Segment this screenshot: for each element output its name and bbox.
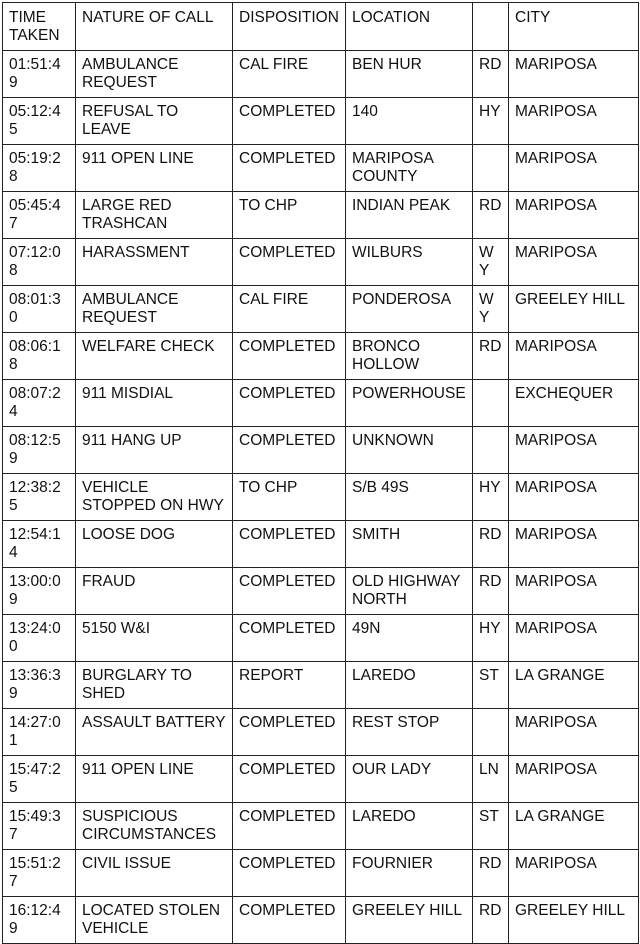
location-cell: REST STOP [346, 709, 473, 756]
disposition-cell: COMPLETED [233, 333, 346, 380]
time-taken-cell: 05:19:28 [3, 145, 76, 192]
nature-of-call-cell: AMBULANCE REQUEST [76, 286, 233, 333]
time-taken-cell: 01:51:49 [3, 51, 76, 98]
disposition-cell: COMPLETED [233, 615, 346, 662]
street-suffix-cell: HY [473, 474, 509, 521]
nature-of-call-cell: REFUSAL TO LEAVE [76, 98, 233, 145]
street-suffix-cell [473, 145, 509, 192]
nature-of-call-cell: 5150 W&I [76, 615, 233, 662]
location-cell: INDIAN PEAK [346, 192, 473, 239]
time-taken-cell: 15:51:27 [3, 850, 76, 897]
nature-of-call-cell: LOCATED STOLEN VEHICLE [76, 897, 233, 944]
city-cell: GREELEY HILL [509, 897, 639, 944]
street-suffix-cell: RD [473, 51, 509, 98]
nature-of-call-cell: LARGE RED TRASHCAN [76, 192, 233, 239]
time-taken-cell: 05:45:47 [3, 192, 76, 239]
disposition-cell: COMPLETED [233, 897, 346, 944]
disposition-cell: COMPLETED [233, 709, 346, 756]
location-cell: PONDEROSA [346, 286, 473, 333]
header-city: CITY [509, 3, 639, 51]
city-cell: GREELEY HILL [509, 286, 639, 333]
time-taken-cell: 08:06:18 [3, 333, 76, 380]
time-taken-cell: 13:00:09 [3, 568, 76, 615]
location-cell: WILBURS [346, 239, 473, 286]
street-suffix-cell: RD [473, 850, 509, 897]
street-suffix-cell: ST [473, 662, 509, 709]
nature-of-call-cell: 911 HANG UP [76, 427, 233, 474]
location-cell: LAREDO [346, 803, 473, 850]
table-row [3, 521, 639, 568]
nature-of-call-cell: 911 OPEN LINE [76, 756, 233, 803]
table-row [3, 615, 639, 662]
time-taken-cell: 08:12:59 [3, 427, 76, 474]
nature-of-call-cell: CIVIL ISSUE [76, 850, 233, 897]
city-cell: MARIPOSA [509, 521, 639, 568]
header-location: LOCATION [346, 3, 473, 51]
disposition-cell: COMPLETED [233, 521, 346, 568]
table-row [3, 427, 639, 474]
header-time-taken: TIME TAKEN [3, 3, 76, 51]
nature-of-call-cell: WELFARE CHECK [76, 333, 233, 380]
disposition-cell: CAL FIRE [233, 51, 346, 98]
disposition-cell: CAL FIRE [233, 286, 346, 333]
city-cell: MARIPOSA [509, 145, 639, 192]
location-cell: POWERHOUSE [346, 380, 473, 427]
header-street-suffix [473, 3, 509, 51]
disposition-cell: COMPLETED [233, 427, 346, 474]
street-suffix-cell: RD [473, 897, 509, 944]
location-cell: OUR LADY [346, 756, 473, 803]
location-cell: SMITH [346, 521, 473, 568]
table-row [3, 380, 639, 427]
nature-of-call-cell: AMBULANCE REQUEST [76, 51, 233, 98]
table-row [3, 803, 639, 850]
time-taken-cell: 08:07:24 [3, 380, 76, 427]
street-suffix-cell [473, 427, 509, 474]
city-cell: MARIPOSA [509, 709, 639, 756]
table-row [3, 850, 639, 897]
table-row [3, 568, 639, 615]
location-cell: LAREDO [346, 662, 473, 709]
disposition-cell: COMPLETED [233, 756, 346, 803]
table-row [3, 286, 639, 333]
call-log-table [2, 2, 639, 944]
location-cell: BEN HUR [346, 51, 473, 98]
call-log-body [3, 51, 639, 944]
header-row [3, 3, 639, 51]
table-row [3, 333, 639, 380]
nature-of-call-cell: ASSAULT BATTERY [76, 709, 233, 756]
city-cell: MARIPOSA [509, 615, 639, 662]
city-cell: MARIPOSA [509, 98, 639, 145]
location-cell: OLD HIGHWAY NORTH [346, 568, 473, 615]
street-suffix-cell: RD [473, 521, 509, 568]
location-cell: MARIPOSA COUNTY [346, 145, 473, 192]
street-suffix-cell: RD [473, 192, 509, 239]
table-row [3, 756, 639, 803]
time-taken-cell: 12:38:25 [3, 474, 76, 521]
header-disposition: DISPOSITION [233, 3, 346, 51]
table-row [3, 192, 639, 239]
street-suffix-cell: WY [473, 239, 509, 286]
city-cell: MARIPOSA [509, 568, 639, 615]
table-row [3, 662, 639, 709]
city-cell: LA GRANGE [509, 803, 639, 850]
street-suffix-cell [473, 380, 509, 427]
location-cell: S/B 49S [346, 474, 473, 521]
disposition-cell: COMPLETED [233, 98, 346, 145]
city-cell: MARIPOSA [509, 474, 639, 521]
table-row [3, 897, 639, 944]
table-row [3, 239, 639, 286]
nature-of-call-cell: 911 MISDIAL [76, 380, 233, 427]
location-cell: FOURNIER [346, 850, 473, 897]
table-row [3, 51, 639, 98]
table-row [3, 709, 639, 756]
table-row [3, 145, 639, 192]
street-suffix-cell: RD [473, 568, 509, 615]
table-row [3, 474, 639, 521]
time-taken-cell: 15:47:25 [3, 756, 76, 803]
city-cell: MARIPOSA [509, 756, 639, 803]
disposition-cell: COMPLETED [233, 568, 346, 615]
location-cell: 140 [346, 98, 473, 145]
time-taken-cell: 13:24:00 [3, 615, 76, 662]
time-taken-cell: 07:12:08 [3, 239, 76, 286]
disposition-cell: COMPLETED [233, 380, 346, 427]
disposition-cell: TO CHP [233, 474, 346, 521]
disposition-cell: TO CHP [233, 192, 346, 239]
time-taken-cell: 14:27:01 [3, 709, 76, 756]
city-cell: MARIPOSA [509, 51, 639, 98]
nature-of-call-cell: LOOSE DOG [76, 521, 233, 568]
city-cell: EXCHEQUER [509, 380, 639, 427]
nature-of-call-cell: SUSPICIOUS CIRCUMSTANCES [76, 803, 233, 850]
location-cell: GREELEY HILL [346, 897, 473, 944]
nature-of-call-cell: 911 OPEN LINE [76, 145, 233, 192]
street-suffix-cell [473, 709, 509, 756]
city-cell: MARIPOSA [509, 427, 639, 474]
street-suffix-cell: RD [473, 333, 509, 380]
table-row [3, 98, 639, 145]
city-cell: MARIPOSA [509, 333, 639, 380]
street-suffix-cell: ST [473, 803, 509, 850]
city-cell: MARIPOSA [509, 192, 639, 239]
disposition-cell: COMPLETED [233, 145, 346, 192]
header-nature-of-call: NATURE OF CALL [76, 3, 233, 51]
nature-of-call-cell: BURGLARY TO SHED [76, 662, 233, 709]
time-taken-cell: 05:12:45 [3, 98, 76, 145]
city-cell: MARIPOSA [509, 239, 639, 286]
disposition-cell: REPORT [233, 662, 346, 709]
location-cell: BRONCO HOLLOW [346, 333, 473, 380]
disposition-cell: COMPLETED [233, 850, 346, 897]
time-taken-cell: 16:12:49 [3, 897, 76, 944]
location-cell: UNKNOWN [346, 427, 473, 474]
city-cell: LA GRANGE [509, 662, 639, 709]
street-suffix-cell: WY [473, 286, 509, 333]
nature-of-call-cell: VEHICLE STOPPED ON HWY [76, 474, 233, 521]
time-taken-cell: 13:36:39 [3, 662, 76, 709]
time-taken-cell: 12:54:14 [3, 521, 76, 568]
disposition-cell: COMPLETED [233, 803, 346, 850]
street-suffix-cell: HY [473, 615, 509, 662]
disposition-cell: COMPLETED [233, 239, 346, 286]
time-taken-cell: 08:01:30 [3, 286, 76, 333]
city-cell: MARIPOSA [509, 850, 639, 897]
nature-of-call-cell: FRAUD [76, 568, 233, 615]
nature-of-call-cell: HARASSMENT [76, 239, 233, 286]
street-suffix-cell: HY [473, 98, 509, 145]
time-taken-cell: 15:49:37 [3, 803, 76, 850]
street-suffix-cell: LN [473, 756, 509, 803]
location-cell: 49N [346, 615, 473, 662]
